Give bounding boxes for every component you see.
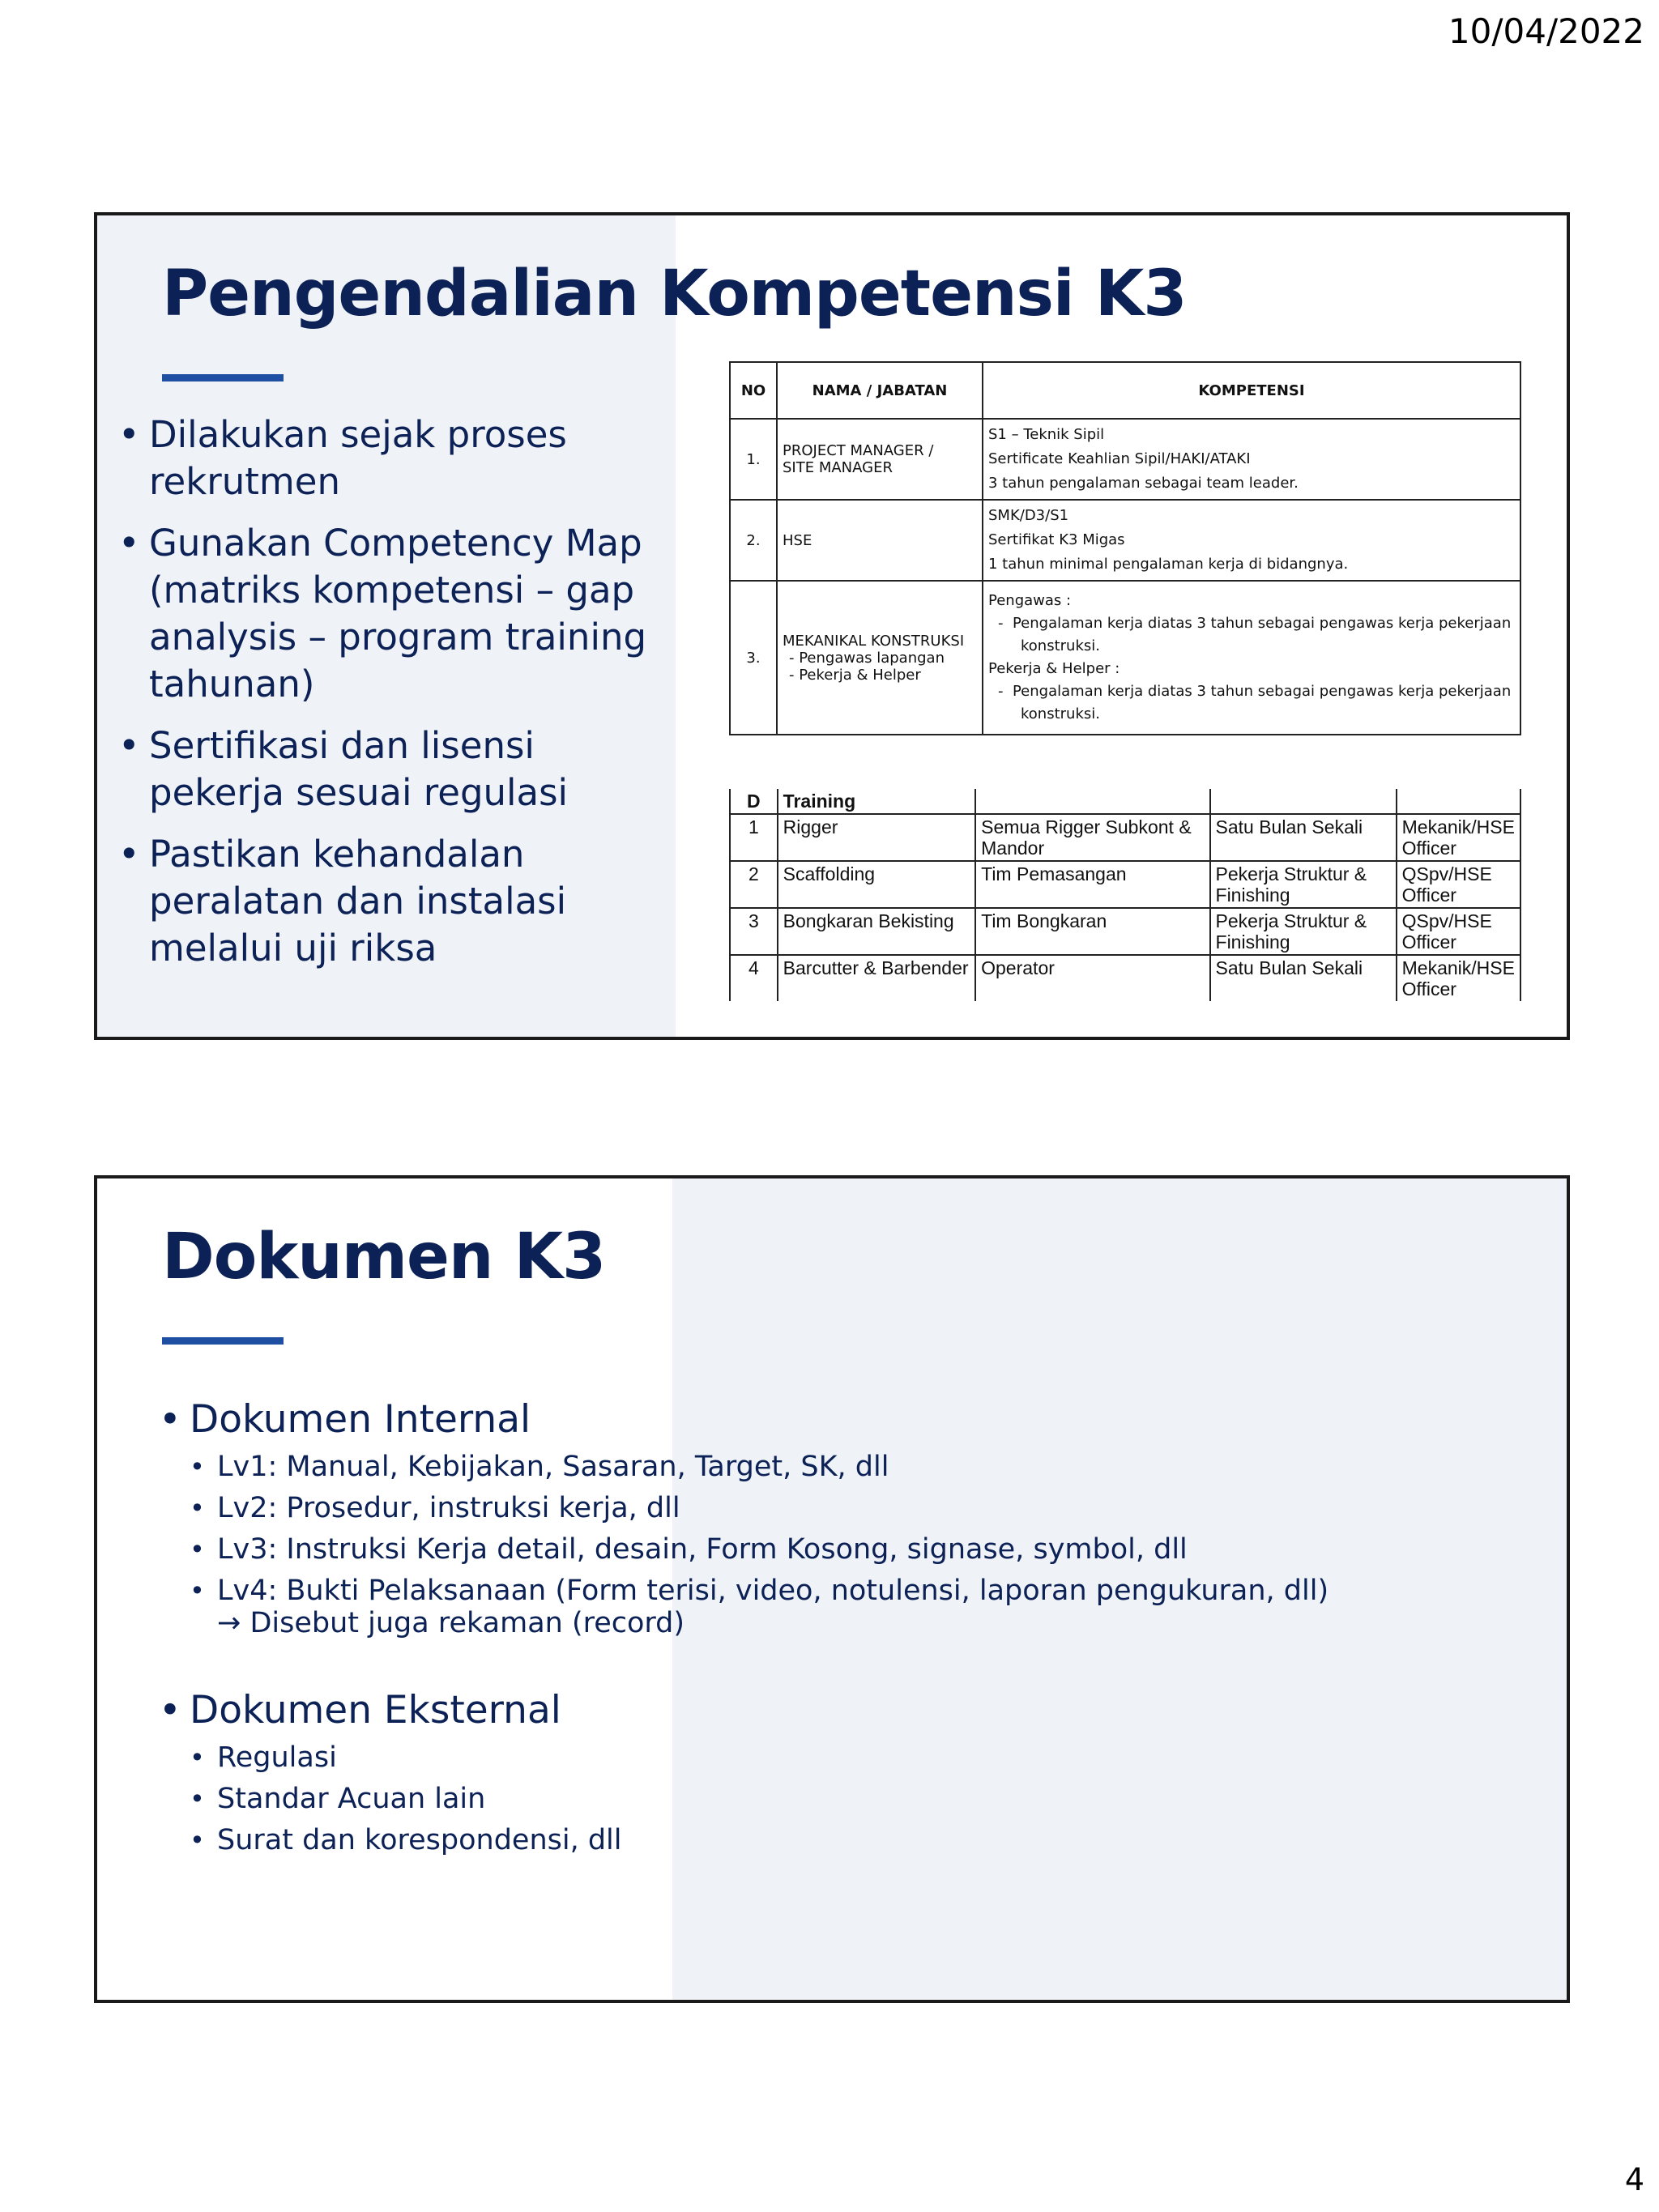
table-row	[730, 500, 1520, 581]
competency-table	[729, 361, 1521, 735]
table-cell: QSpv/HSE Officer	[1397, 908, 1520, 955]
sub-bullet-item: • Regulasi	[190, 1741, 1495, 1774]
table-cell: QSpv/HSE Officer	[1397, 861, 1520, 908]
cell-text: SMK/D3/S1	[988, 507, 1069, 524]
cell-jabatan	[777, 500, 983, 581]
slide-title: Pengendalian Kompetensi K3	[162, 258, 1187, 330]
sub-bullet-item: • Lv3: Instruksi Kerja detail, desain, Form Kosong, signase, symbol, dll	[190, 1533, 1495, 1566]
table-cell: Satu Bulan Sekali	[1210, 955, 1397, 1001]
sub-bullet-item: • Lv1: Manual, Kebijakan, Sasaran, Target, SK, dll	[190, 1451, 1495, 1483]
cell-kompetensi	[983, 419, 1520, 500]
table-cell: Operator	[975, 955, 1209, 1001]
table-header-row	[730, 362, 1520, 419]
sub-bullet-list	[190, 1451, 1495, 1639]
cell-text: SITE MANAGER	[783, 459, 893, 476]
bullet-label: Dokumen Internal	[190, 1397, 531, 1442]
bullet-item-eksternal	[159, 1686, 1495, 1856]
cell-text: S1 – Teknik Sipil	[988, 426, 1105, 443]
cell-kompetensi	[983, 500, 1520, 581]
bullet-item: • Dilakukan sejak proses rekrutmen	[118, 411, 677, 505]
table-row	[730, 581, 1520, 735]
table-cell: 2	[730, 861, 778, 908]
table-row	[730, 955, 1520, 1001]
cell-text: PROJECT MANAGER /	[783, 442, 934, 459]
cell-text: Pengalaman kerja diatas 3 tahun sebagai pengawas kerja pekerjaan	[1012, 615, 1512, 632]
sub-bullet-item: • Lv2: Prosedur, instruksi kerja, dll	[190, 1492, 1495, 1524]
table-cell: Scaffolding	[778, 861, 975, 908]
cell-no: 2.	[730, 500, 777, 581]
title-accent-bar	[162, 1337, 284, 1345]
cell-jabatan	[777, 419, 983, 500]
cell-text: Pengawas :	[988, 592, 1072, 609]
cell-no: 1.	[730, 419, 777, 500]
table-cell: Mekanik/HSE Officer	[1397, 814, 1520, 861]
cell-text: Pekerja & Helper	[799, 666, 921, 684]
slide-pengendalian-kompetensi	[94, 212, 1570, 1040]
column-header-no: NO	[730, 362, 777, 419]
bullet-label: Dokumen Eksternal	[190, 1688, 561, 1733]
column-header-jabatan: NAMA / JABATAN	[777, 362, 983, 419]
title-accent-bar	[162, 374, 284, 381]
cell-list-item: - Pengawas lapangan	[789, 649, 945, 667]
cell-text: MEKANIKAL KONSTRUKSI	[783, 632, 965, 650]
table-row	[730, 861, 1520, 908]
cell-text: konstruksi.	[1021, 637, 1100, 654]
table-header-row	[730, 789, 1520, 814]
cell-text: HSE	[783, 531, 812, 549]
cell-text: 3 tahun pengalaman sebagai team leader.	[988, 475, 1299, 492]
cell-list-item: - Pekerja & Helper	[789, 666, 921, 684]
cell-text: Pekerja & Helper :	[988, 660, 1120, 677]
bullet-item-internal	[159, 1396, 1495, 1639]
table-cell: Pekerja Struktur & Finishing	[1210, 861, 1397, 908]
table-cell: Tim Bongkaran	[975, 908, 1209, 955]
cell-no: 3.	[730, 581, 777, 735]
cell-list-item: - Pengalaman kerja diatas 3 tahun sebagai pengawas kerja pekerjaan	[998, 683, 1512, 700]
table-cell: Rigger	[778, 814, 975, 861]
cell-text: 1 tahun minimal pengalaman kerja di bidangnya.	[988, 556, 1349, 573]
table-cell: Mekanik/HSE Officer	[1397, 955, 1520, 1001]
table-row	[730, 908, 1520, 955]
column-header-no: D	[730, 789, 778, 814]
page-number: 4	[1624, 2162, 1644, 2197]
slide-dokumen-k3	[94, 1175, 1570, 2003]
table-cell: 3	[730, 908, 778, 955]
cell-text: Sertificate Keahlian Sipil/HAKI/ATAKI	[988, 450, 1251, 467]
table-cell: 4	[730, 955, 778, 1001]
cell-list-item: - Pengalaman kerja diatas 3 tahun sebagai pengawas kerja pekerjaan	[998, 615, 1512, 632]
bullet-list	[118, 411, 677, 987]
table-cell: Pekerja Struktur & Finishing	[1210, 908, 1397, 955]
cell-kompetensi	[983, 581, 1520, 735]
document-date: 10/04/2022	[1448, 11, 1644, 51]
cell-text: Pengawas lapangan	[799, 649, 945, 667]
sub-bullet-list	[190, 1741, 1495, 1856]
table-cell: Bongkaran Bekisting	[778, 908, 975, 955]
table-row	[730, 814, 1520, 861]
cell-text: konstruksi.	[1021, 705, 1100, 722]
sub-bullet-item: • Lv4: Bukti Pelaksanaan (Form terisi, video, notulensi, laporan pengukuran, dll) → Disebut juga rekaman (record)	[190, 1575, 1335, 1639]
column-header	[1397, 789, 1520, 814]
sub-bullet-item: • Standar Acuan lain	[190, 1783, 1495, 1815]
cell-text: Pengalaman kerja diatas 3 tahun sebagai pengawas kerja pekerjaan	[1012, 683, 1512, 700]
column-header	[1210, 789, 1397, 814]
bullet-item: • Sertifikasi dan lisensi pekerja sesuai regulasi	[118, 722, 677, 816]
training-table	[729, 789, 1521, 1001]
bullet-item: • Gunakan Competency Map (matriks kompetensi – gap analysis – program training tahunan)	[118, 520, 677, 708]
cell-text: Sertifikat K3 Migas	[988, 531, 1125, 548]
table-cell: Semua Rigger Subkont & Mandor	[975, 814, 1209, 861]
cell-jabatan	[777, 581, 983, 735]
table-cell: Tim Pemasangan	[975, 861, 1209, 908]
slide-title: Dokumen K3	[162, 1221, 606, 1294]
table-cell: 1	[730, 814, 778, 861]
table-cell: Satu Bulan Sekali	[1210, 814, 1397, 861]
bullet-list	[159, 1396, 1495, 1869]
bullet-item: • Pastikan kehandalan peralatan dan instalasi melalui uji riksa	[118, 831, 677, 972]
sub-bullet-item: • Surat dan korespondensi, dll	[190, 1824, 1495, 1856]
column-header-training: Training	[778, 789, 975, 814]
table-row	[730, 419, 1520, 500]
table-cell: Barcutter & Barbender	[778, 955, 975, 1001]
column-header-kompetensi: KOMPETENSI	[983, 362, 1520, 419]
column-header	[975, 789, 1209, 814]
